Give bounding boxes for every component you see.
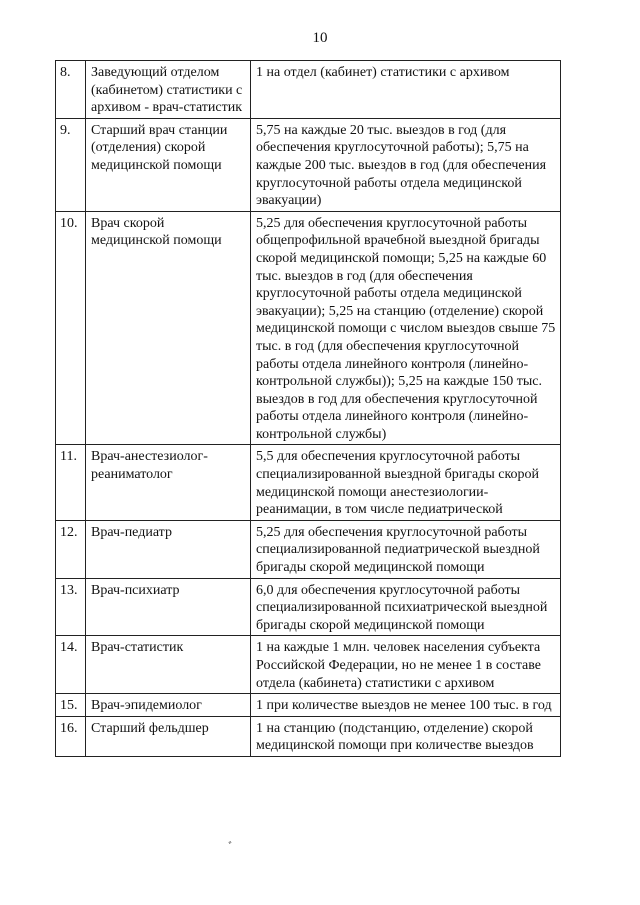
norm-cell: 5,5 для обеспечения круглосуточной работы специализированной выездной бригады скорой медицинской помощи анестезиологии-реанимации, в том числе педиатрической — [251, 445, 561, 520]
position-cell: Врач-психиатр — [86, 578, 251, 636]
row-number: 10. — [56, 211, 86, 445]
position-cell: Врач-эпидемиолог — [86, 694, 251, 717]
staff-norms-table — [55, 60, 561, 757]
norm-cell: 1 на отдел (кабинет) статистики с архивом — [251, 61, 561, 119]
position-cell: Врач скорой медицинской помощи — [86, 211, 251, 445]
table-row — [56, 211, 561, 445]
row-number: 13. — [56, 578, 86, 636]
norm-cell: 5,25 для обеспечения круглосуточной работы специализированной педиатрической выездной бригады скорой медицинской помощи — [251, 520, 561, 578]
norm-cell: 5,75 на каждые 20 тыс. выездов в год (для обеспечения круглосуточной работы); 5,75 на каждые 200 тыс. выездов в год (для обеспечения круглосуточной работы отдела медицинской эвакуации) — [251, 118, 561, 211]
page-number: 10 — [312, 30, 328, 46]
table-row — [56, 118, 561, 211]
row-number: 15. — [56, 694, 86, 717]
table-row — [56, 716, 561, 756]
position-cell: Заведующий отделом (кабинетом) статистики с архивом - врач-статистик — [86, 61, 251, 119]
position-cell: Старший фельдшер — [86, 716, 251, 756]
row-number: 9. — [56, 118, 86, 211]
norm-cell: 6,0 для обеспечения круглосуточной работы специализированной психиатрической выездной бригады скорой медицинской помощи — [251, 578, 561, 636]
table-row — [56, 636, 561, 694]
table-row — [56, 578, 561, 636]
norm-cell: 1 на каждые 1 млн. человек населения субъекта Российской Федерации, но не менее 1 в составе отдела (кабинета) статистики с архивом — [251, 636, 561, 694]
row-number: 14. — [56, 636, 86, 694]
position-cell: Врач-педиатр — [86, 520, 251, 578]
row-number: 11. — [56, 445, 86, 520]
row-number: 12. — [56, 520, 86, 578]
norm-cell: 1 на станцию (подстанцию, отделение) скорой медицинской помощи при количестве выездов — [251, 716, 561, 756]
norm-cell: 5,25 для обеспечения круглосуточной работы общепрофильной врачебной выездной бригады скорой медицинской помощи; 5,25 на каждые 60 тыс. выездов в год (для обеспечения круглосуточной работы отдела медицинской эвакуации); 5,25 на станцию (отделение) скорой медицинской помощи с числом выездов свыше 75 тыс. в год (для обеспечения круглосуточной работы отдела линейного контроля (линейно-контрольной службы)); 5,25 на каждые 150 тыс. выездов в год для обеспечения круглосуточной работы отдела линейного контроля (линейно-контрольной службы) — [251, 211, 561, 445]
table-row — [56, 694, 561, 717]
norm-cell: 1 при количестве выездов не менее 100 тыс. в год — [251, 694, 561, 717]
table-row — [56, 445, 561, 520]
scan-mark: ﾞ — [228, 840, 235, 854]
table-row — [56, 61, 561, 119]
table-row — [56, 520, 561, 578]
position-cell: Врач-анестезиолог-реаниматолог — [86, 445, 251, 520]
position-cell: Старший врач станции (отделения) скорой медицинской помощи — [86, 118, 251, 211]
row-number: 8. — [56, 61, 86, 119]
position-cell: Врач-статистик — [86, 636, 251, 694]
row-number: 16. — [56, 716, 86, 756]
